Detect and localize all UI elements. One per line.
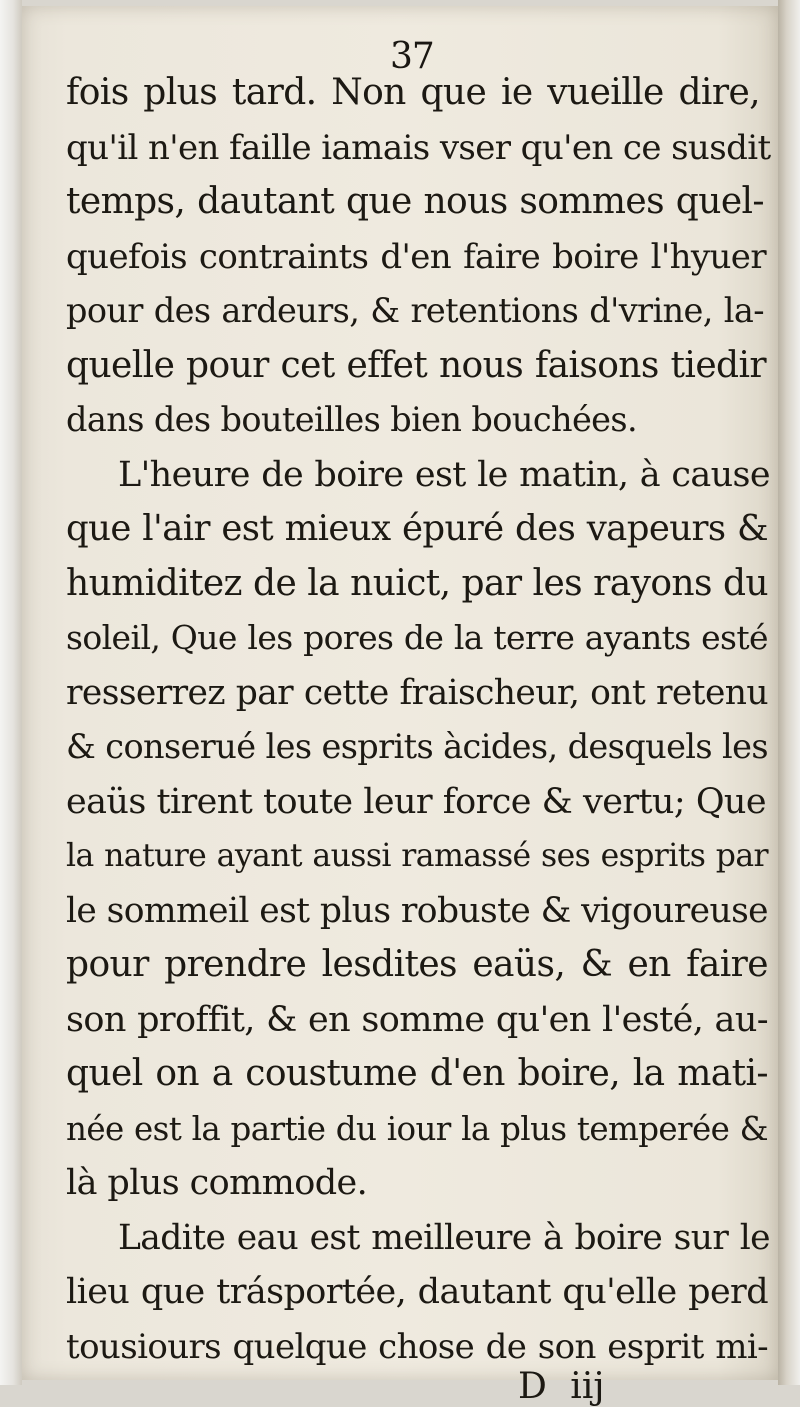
- text-line-3: temps, dautant que nous sommes quel-: [66, 181, 764, 222]
- text-line-11: soleil, Que les pores de la terre ayants esté: [66, 618, 768, 657]
- text-line-22: Ladite eau est meilleure à boire sur le: [118, 1217, 770, 1258]
- text-line-13: & conserué les esprits àcides, desquels les: [66, 727, 768, 766]
- text-line-16: le sommeil est plus robuste & vigoureuse: [66, 890, 768, 931]
- page-number: 37: [390, 36, 434, 77]
- right-page-margin: [778, 0, 800, 1385]
- text-line-9: que l'air est mieux épuré des vapeurs &: [66, 508, 768, 549]
- text-line-24: tousiours quelque chose de son esprit mi-: [66, 1326, 768, 1367]
- left-page-margin: [0, 0, 22, 1385]
- text-line-12: resserrez par cette fraischeur, ont retenu: [66, 672, 768, 713]
- text-line-15: la nature ayant aussi ramassé ses esprits par: [66, 838, 768, 874]
- text-line-6: quelle pour cet effet nous faisons tiedir: [66, 344, 766, 386]
- text-line-20: née est la partie du iour la plus temperée &: [66, 1109, 768, 1148]
- signature-mark: D iij: [518, 1366, 605, 1407]
- text-line-23: lieu que trásportée, dautant qu'elle perd: [66, 1272, 768, 1312]
- text-line-21: là plus commode.: [66, 1163, 368, 1203]
- text-line-10: humiditez de la nuict, par les rayons du: [66, 562, 768, 604]
- text-line-2: qu'il n'en faille iamais vser qu'en ce susdit: [66, 127, 771, 168]
- text-line-7: dans des bouteilles bien bouchées.: [66, 400, 638, 439]
- text-line-19: quel on a coustume d'en boire, la mati-: [66, 1053, 768, 1094]
- text-line-14: eaüs tirent toute leur force & vertu; Que: [66, 781, 766, 822]
- text-line-5: pour des ardeurs, & retentions d'vrine, la-: [66, 291, 764, 330]
- text-line-18: son proffit, & en somme qu'en l'esté, au-: [66, 999, 768, 1040]
- text-line-8: L'heure de boire est le matin, à cause: [118, 454, 770, 495]
- text-line-1: fois plus tard. Non que ie vueille dire,: [66, 72, 760, 113]
- text-line-17: pour prendre lesdites eaüs, & en faire: [66, 944, 768, 985]
- text-line-4: quefois contraints d'en faire boire l'hyuer: [66, 236, 766, 277]
